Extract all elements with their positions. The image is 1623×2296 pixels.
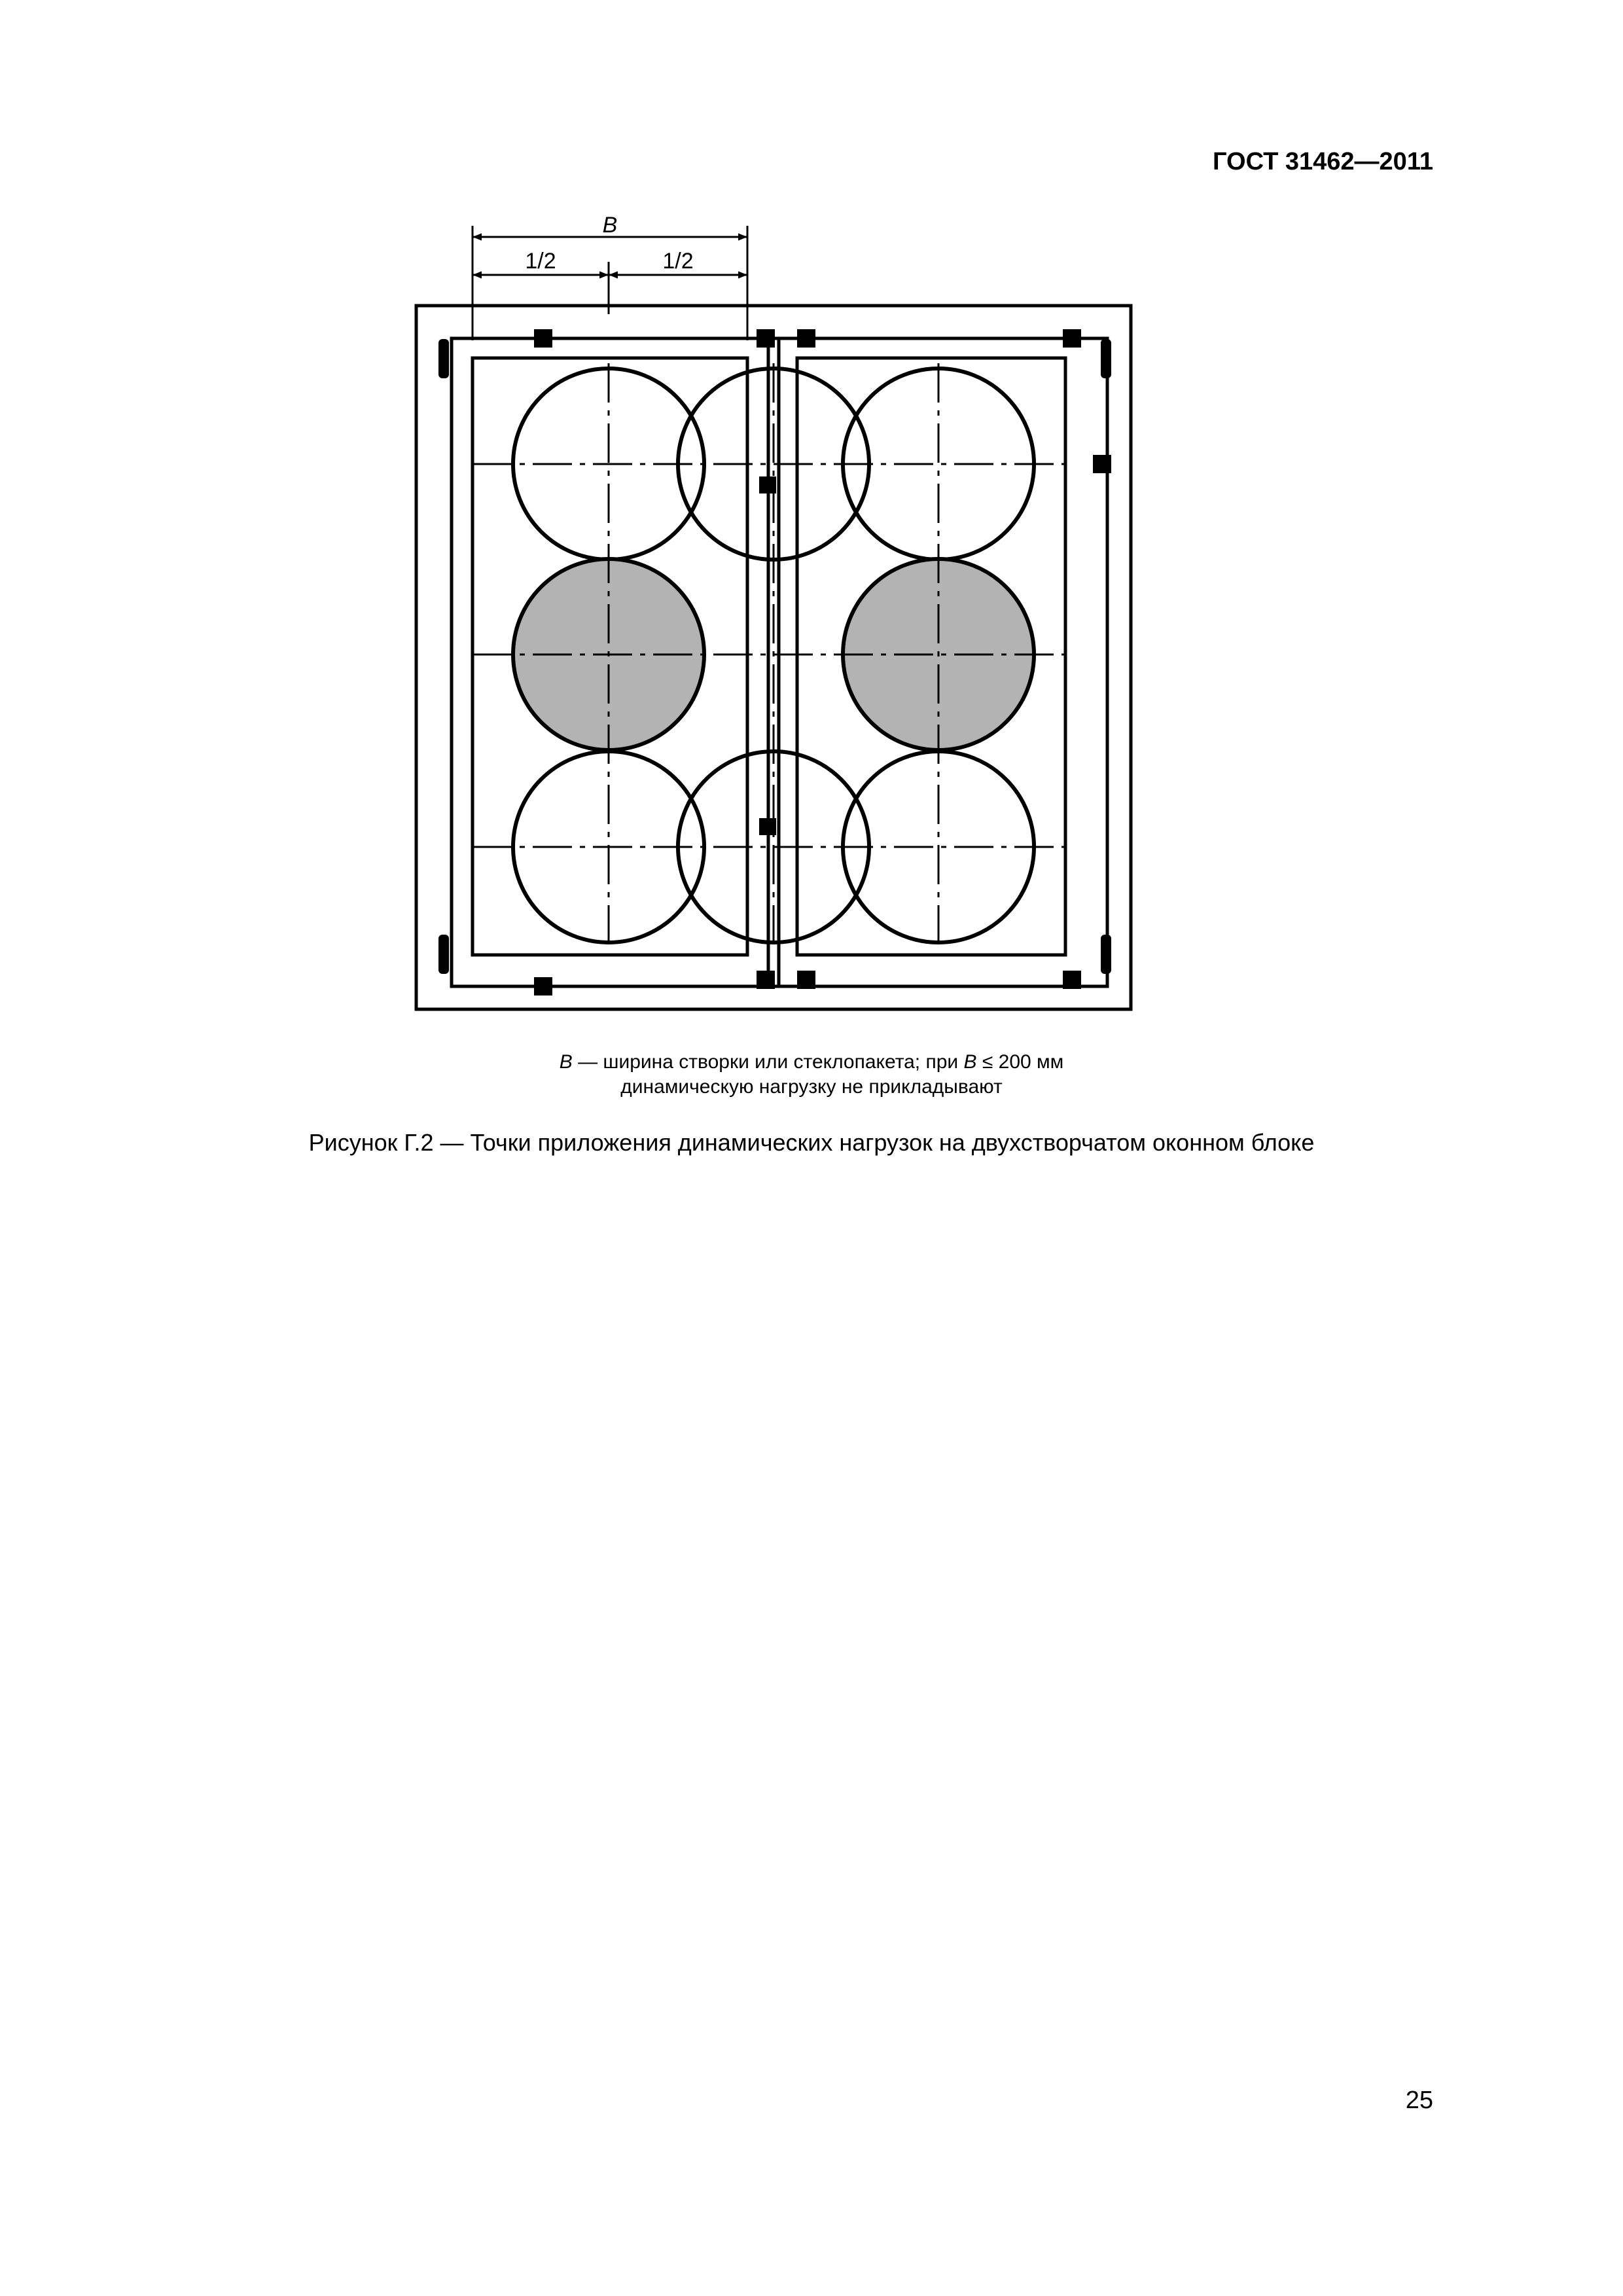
figure xyxy=(0,0,1623,1047)
figure-note xyxy=(0,1050,1623,1100)
note-symbol: B xyxy=(559,1051,573,1073)
note-text-1: — ширина створки или стеклопакета; при xyxy=(572,1051,964,1073)
dim-label-half-left: 1/2 xyxy=(525,249,556,274)
document-code: ГОСТ 31462—2011 xyxy=(1213,148,1433,175)
dim-label-b: B xyxy=(602,213,618,238)
window-diagram xyxy=(0,0,1623,1047)
note-symbol-2: B xyxy=(963,1051,977,1073)
note-line-2: динамическую нагрузку не прикладывают xyxy=(620,1076,1003,1098)
dim-label-half-right: 1/2 xyxy=(662,249,694,274)
page-number: 25 xyxy=(1405,2087,1433,2114)
dimension-lines xyxy=(473,226,747,340)
figure-caption: Рисунок Г.2 — Точки приложения динамических нагрузок на двухстворчатом оконном блоке xyxy=(308,1129,1315,1156)
note-text-2: ≤ 200 мм xyxy=(976,1051,1064,1073)
